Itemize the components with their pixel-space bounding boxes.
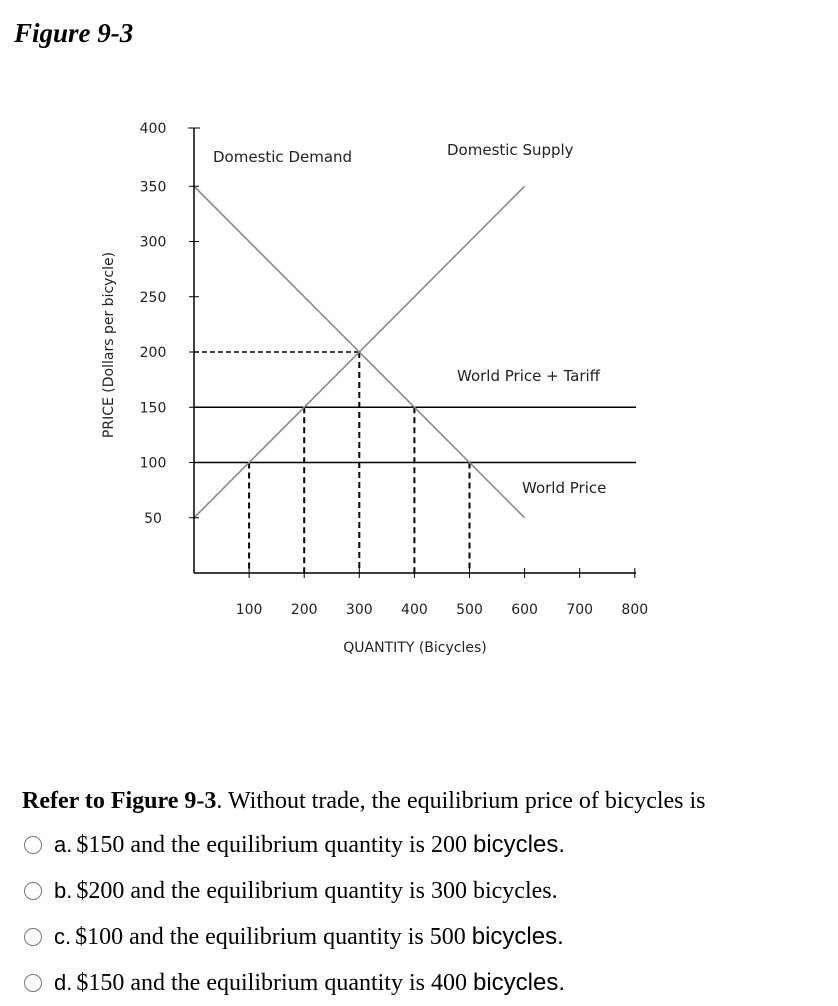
y-tick-label-100: 100 [139,455,167,472]
radio-b[interactable] [24,882,42,900]
radio-d[interactable] [24,974,42,992]
radio-c[interactable] [24,928,42,946]
y-axis-title: PRICE (Dollars per bicycle) [101,251,117,439]
option-b-letter: b. [54,878,73,903]
answer-options [24,822,565,1006]
y-tick-label-350: 350 [139,179,167,196]
x-tick-label-600: 600 [511,602,538,618]
x-tick-label-100: 100 [235,602,263,618]
world-price-tariff-label: World Price + Tariff [457,367,600,385]
x-tick-label-500: 500 [456,602,483,618]
question-body: . Without trade, the equilibrium price of bicycles is [216,788,706,814]
y-tick-label-400: 400 [139,121,167,137]
y-tick-label-250: 250 [139,289,167,306]
y-tick-label-300: 300 [139,234,167,251]
option-c-letter: c. [54,924,72,949]
option-a[interactable] [24,822,565,868]
option-c-tail: bicycles. [471,923,564,950]
option-d-text: $150 and the equilibrium quantity is 400 [76,969,467,996]
y-tick-label-150: 150 [139,400,167,417]
x-tick-label-400: 400 [401,602,428,618]
radio-a[interactable] [24,836,42,854]
y-tick-label-50: 50 [144,510,162,527]
option-c-text: $100 and the equilibrium quantity is 500 [75,923,466,950]
question-ref: Refer to Figure 9-3 [22,788,217,814]
x-tick-label-200: 200 [290,602,318,618]
option-c[interactable] [24,914,565,960]
option-b-text: $200 and the equilibrium quantity is 300 bicycles. [76,877,558,904]
option-a-text: $150 and the equilibrium quantity is 200 [76,831,467,858]
option-a-letter: a. [54,832,73,857]
option-a-tail: bicycles. [472,831,566,858]
domestic-demand-label: Domestic Demand [213,148,353,166]
option-d[interactable] [24,960,565,1006]
x-axis-title: QUANTITY (Bicycles) [343,640,487,656]
option-d-letter: d. [54,970,73,995]
world-price-label: World Price [522,479,607,497]
x-tick-label-300: 300 [345,602,373,618]
y-tick-label-200: 200 [139,345,167,361]
option-b[interactable] [24,868,565,914]
domestic-supply-label: Domestic Supply [447,141,574,159]
price-lines [194,407,636,462]
x-tick-label-800: 800 [621,602,649,618]
labels [101,141,606,656]
option-d-tail: bicycles. [472,969,566,996]
question-text [22,788,706,815]
x-tick-label-700: 700 [566,602,594,618]
figure-title: Figure 9-3 [14,18,134,48]
